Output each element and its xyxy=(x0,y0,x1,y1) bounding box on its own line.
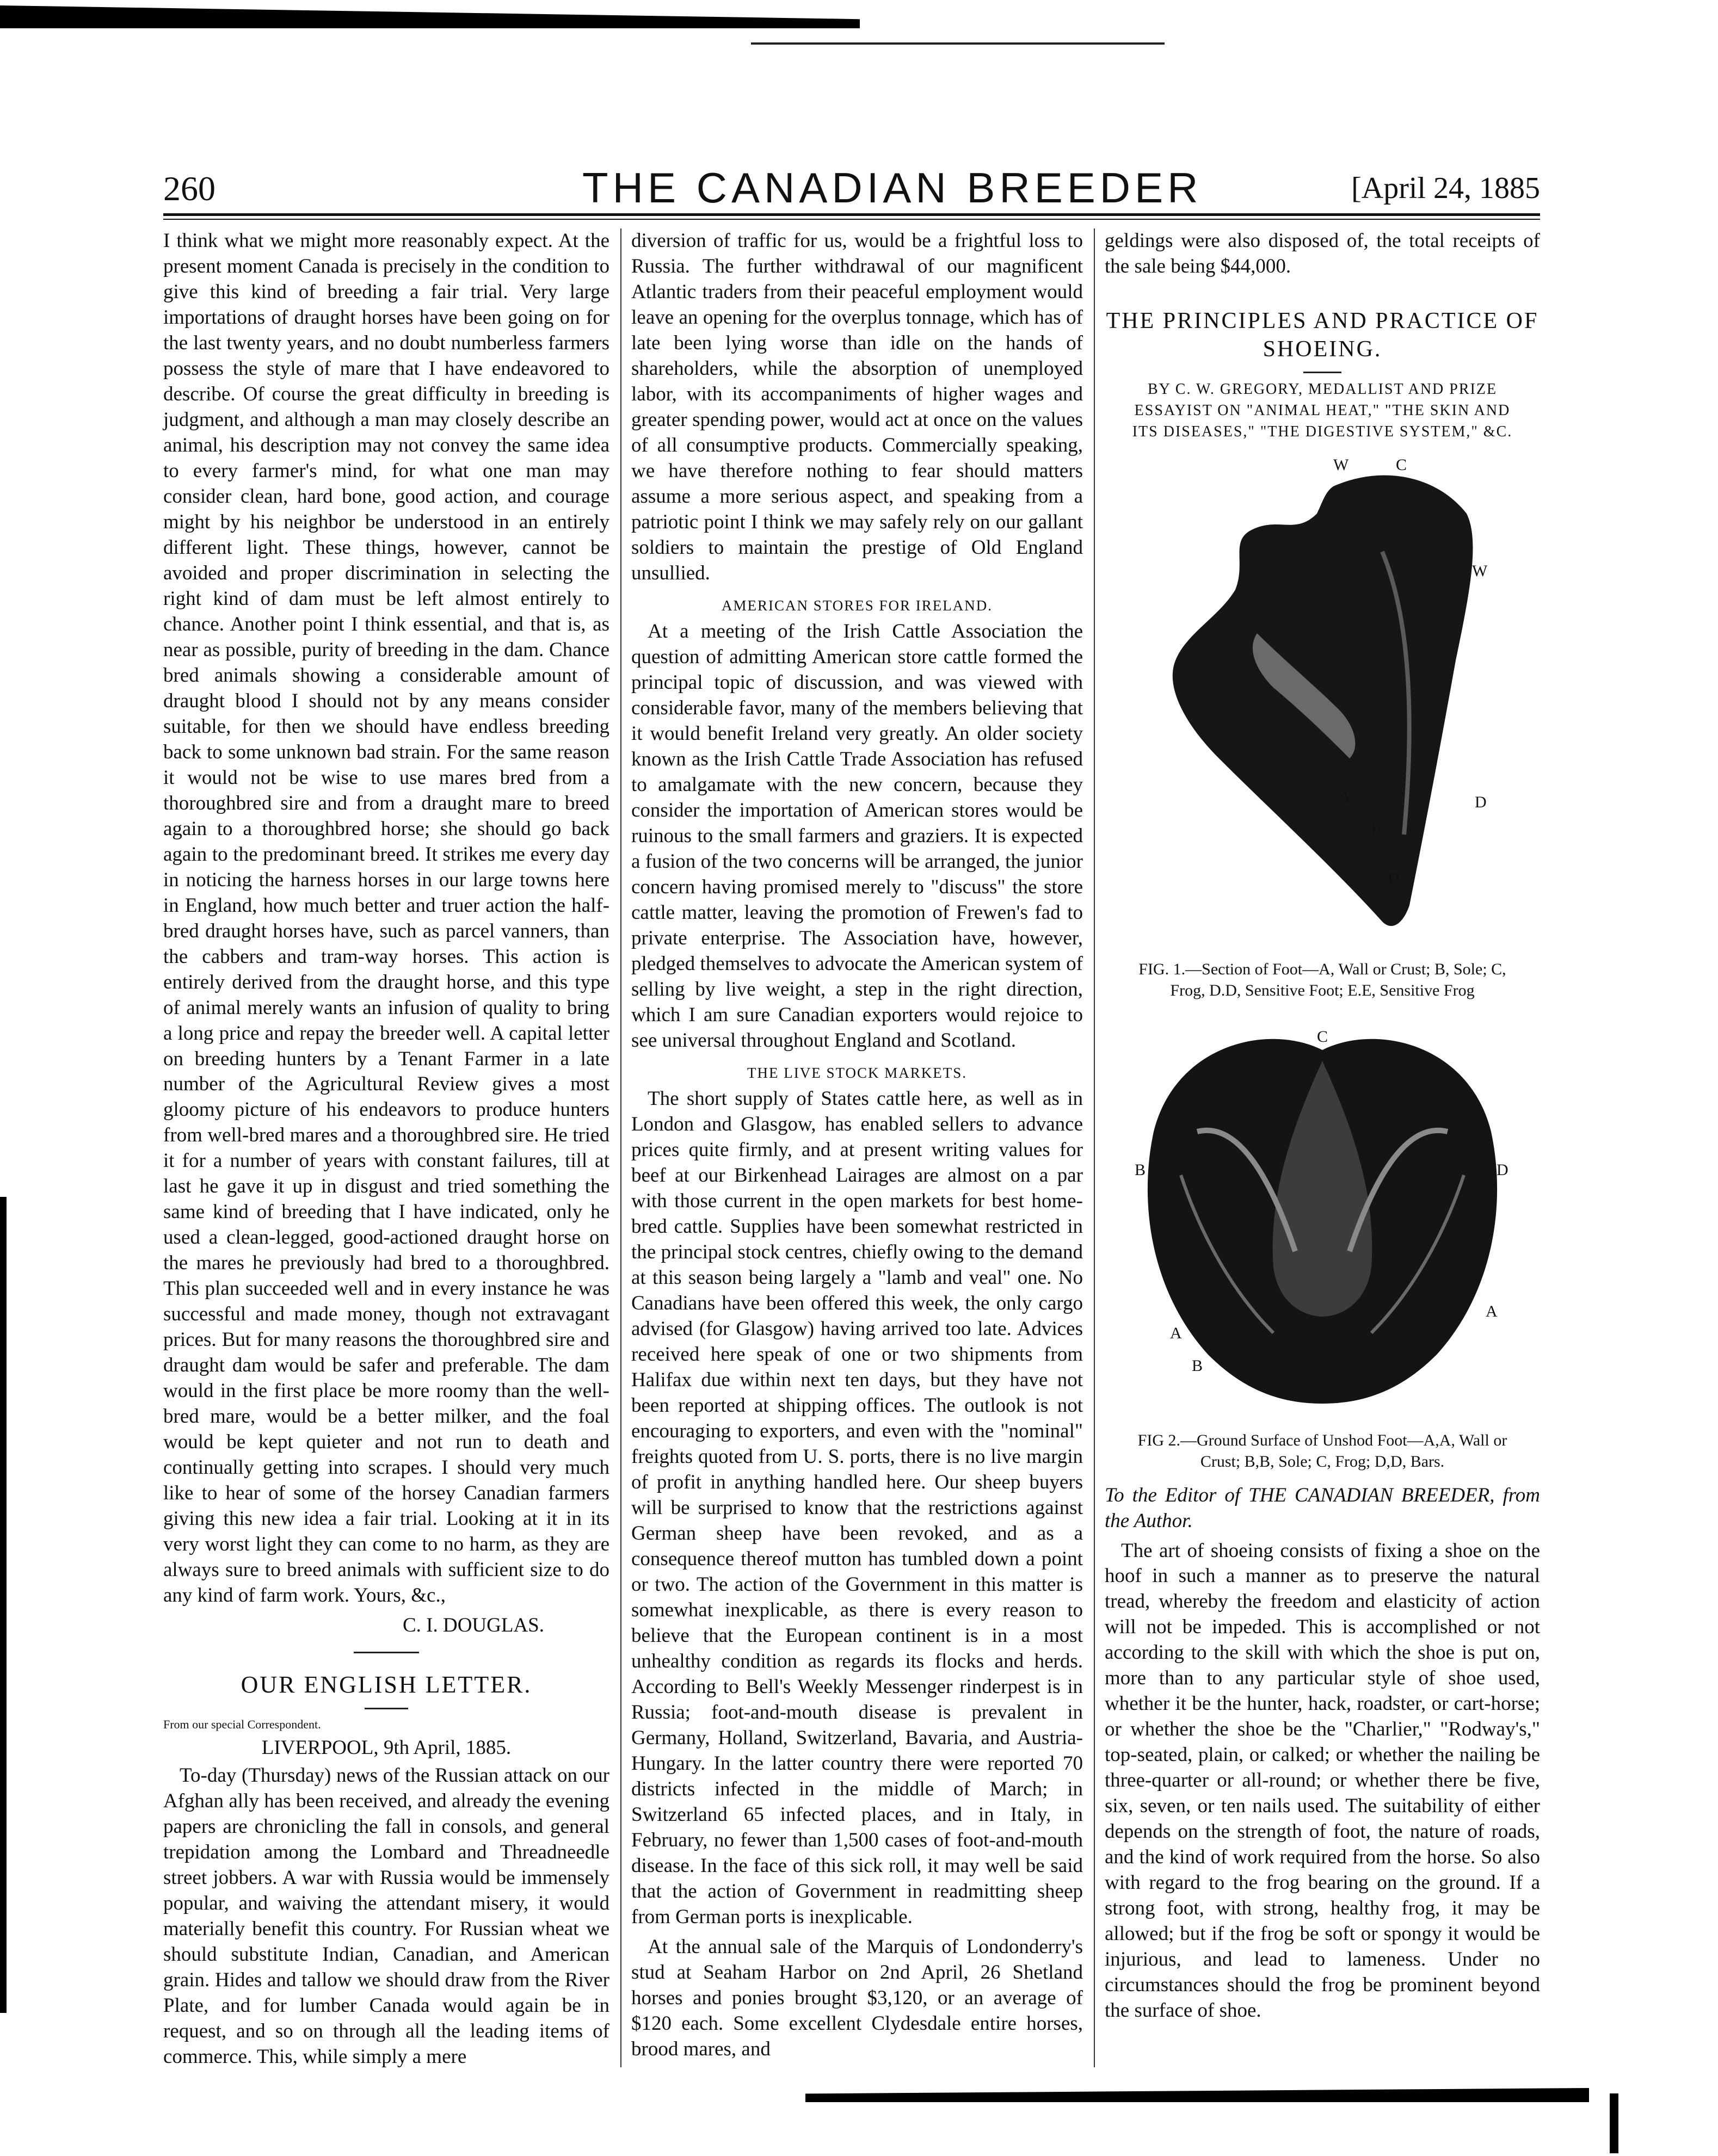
figure-label: A xyxy=(1486,1302,1498,1320)
article-title: THE PRINCIPLES AND PRACTICE OF SHOEING. xyxy=(1106,308,1539,362)
column-3 xyxy=(1105,228,1540,2028)
figure-label: W xyxy=(1472,561,1488,580)
figure-label: C xyxy=(1317,1027,1328,1046)
editor-note: To the Editor of THE CANADIAN BREEDER, from the Author. xyxy=(1105,1484,1540,1532)
section-heading: AMERICAN STORES FOR IRELAND. xyxy=(721,597,993,614)
signature: C. I. DOUGLAS. xyxy=(402,1614,544,1637)
figure-caption: FIG 2.—Ground Surface of Unshod Foot—A,A, Wall or Crust; B,B, Sole; C, Frog; D,D, Bars. xyxy=(1137,1431,1507,1471)
page-header xyxy=(163,163,1540,212)
figure-label: B xyxy=(1135,1160,1146,1179)
figure-label: D xyxy=(1388,869,1400,887)
column-1 xyxy=(163,228,609,2074)
figure-caption: FIG. 1.—Section of Foot—A, Wall or Crust; B, Sole; C, Frog, D.D, Sensitive Foot; E.E, Sensitive Frog xyxy=(1138,960,1506,999)
column-divider xyxy=(1094,228,1095,2067)
figure-label: C xyxy=(1396,455,1407,474)
scan-artifact-bottom xyxy=(805,2088,1589,2102)
correspondent-note: From our special Correspondent. xyxy=(163,1718,321,1732)
hoof-section-figure xyxy=(1154,454,1491,954)
figure-label: A xyxy=(1339,787,1351,806)
masthead: THE CANADIAN BREEDER xyxy=(582,164,1203,212)
figure-label: D xyxy=(1497,1160,1508,1179)
column-2 xyxy=(631,228,1083,2066)
column-divider xyxy=(620,228,621,2067)
issue-date: [April 24, 1885 xyxy=(1351,171,1540,205)
figure-label: W xyxy=(1333,455,1349,474)
header-rule xyxy=(163,213,1540,216)
section-title: OUR ENGLISH LETTER. xyxy=(241,1671,532,1698)
scan-artifact-edge xyxy=(0,1197,7,2013)
byline: BY C. W. GREGORY, MEDALLIST AND PRIZE ESSAYIST ON "ANIMAL HEAT," "THE SKIN AND ITS DISEASES," "THE DIGESTIVE SYSTEM," &C. xyxy=(1132,380,1513,441)
figure-label: B xyxy=(1371,820,1383,838)
figure-label: D xyxy=(1475,793,1487,811)
section-rule xyxy=(1303,372,1341,373)
article-paragraph: I think what we might more reasonably expect. At the present moment Canada is precisely in the condition to give this kind of breeding a fair trial. Very large importations of draught horses have been going on for the last twenty years, and no doubt numberless farmers possess the style of mare that I have endeavored to describe. Of course the great difficulty in breeding is judgment, and although a man may closely describe an animal, his description may not convey the same idea to every farmer's mind, for what one man may consider clean, hard bone, good action, and courage might by his neighbor be understood in an entirely different light. These things, however, cannot be avoided and proper discrimination in selecting the right kind of dam must be left almost entirely to chance. Another point I think essential, and that is, as near as possible, purity of breeding in the dam. Chance bred animals showing a considerable amount of draught blood I should not by any means consider suitable, for then we should have endless breeding back to some unknown bad strain. For the same reason it would not be wise to use mares bred from a thoroughbred sire and from a draught mare to breed again to a thoroughbred horse; she should go back again to the predominant breed. It strikes me every day in noticing the harness horses in our large towns here in England, how much better and truer action the half-bred draught horses have, such as parcel vanners, than the cabbers and tram-way horses. This action is entirely derived from the draught horse, and this type of animal merely wants an infusion of quality to bring a long price and repay the breeder well. A capital letter on breeding hunters by a Tenant Farmer in a late number of the Agricultural Review gives a most gloomy picture of his endeavors to produce hunters from well-bred mares and a thoroughbred sire. He tried it for a number of years with constant failures, till at last he gave it up in disgust and tried something the same kind of breeding that I have indicated, only he used a clean-legged, good-actioned draught horse on the mares he previously had bred to a thoroughbred. This plan succeeded well and in every instance he was successful and made money, though not extravagant prices. But for many reasons the thoroughbred sire and draught dam would be safer and preferable. The dam would in the first place be more roomy than the well-bred mare, would be a better milker, and the foal would be kept quieter and not run to death and continually getting into scrapes. I should very much like to hear of some of the horsey Canadian farmers giving this new idea a fair trial. Looking at it in its very worst light they can come to no harm, as they are always sure to breed animals with sufficient size to do any kind of farm work. Yours, &c., xyxy=(163,230,609,1607)
dateline: LIVERPOOL, 9th April, 1885. xyxy=(261,1736,512,1759)
scan-artifact-top xyxy=(0,5,860,28)
hoof-ground-figure xyxy=(1132,1012,1513,1425)
article-paragraph: geldings were also disposed of, the total receipts of the sale being $44,000. xyxy=(1105,230,1540,277)
article-paragraph: At a meeting of the Irish Cattle Association the question of admitting American store cattle formed the principal topic of discussion, and was viewed with considerable favor, many of the members believing that it would benefit Ireland very greatly. An older society known as the Irish Cattle Trade Association has refused to amalgamate with the new concern, because they consider the importation of American stores would be ruinous to the small farmers and graziers. It is expected a fusion of the two concerns will be arranged, the junior concern having promised merely to "discuss" the store cattle matter, leaving the promotion of Frewen's fad to private enterprise. The Association have, however, pledged themselves to advocate the American system of selling by live weight, a step in the right direction, which I am sure Canadian exporters would rejoice to see universal throughout England and Scotland. xyxy=(631,620,1083,1052)
section-heading: THE LIVE STOCK MARKETS. xyxy=(747,1064,967,1081)
scan-artifact-mark xyxy=(1610,2093,1618,2153)
page-number: 260 xyxy=(163,169,215,208)
article-paragraph: At the annual sale of the Marquis of Londonderry's stud at Seaham Harbor on 2nd April, 26 Shetland horses and ponies brought $3,120, or an average of $120 each. Some excellent Clydesdale entire horses, brood mares, and xyxy=(631,1935,1083,2060)
figure-label: A xyxy=(1170,1324,1182,1342)
article-paragraph: diversion of traffic for us, would be a frightful loss to Russia. The further withdrawal of our magnificent Atlantic traders from their peaceful employment would leave an opening for the overplus tonnage, which has of late been lying worse than idle on the hands of shareholders, while the absorption of unemployed labor, with its accompaniments of higher wages and greater spending power, would act at once on the values of all consumptive products. Commercially speaking, we have therefore nothing to fear should matters assume a more serious aspect, and speaking from a patriotic point I think we may safely rely on our gallant soldiers to maintain the prestige of Old England unsullied. xyxy=(631,230,1083,584)
scan-artifact-line xyxy=(751,42,1165,45)
article-paragraph: The art of shoeing consists of fixing a shoe on the hoof in such a manner as to preserve the natural tread, whereby the freedom and elasticity of action will not be impeded. This is accomplished or not according to the skill with which the shoe is put on, more than to any particular style of shoe used, whether it be the hunter, hack, roadster, or cart-horse; or whether the shoe be the "Charlier," "Rodway's," top-seated, plain, or calked; or whether the nailing be three-quarter or all-round; or whether there be five, six, seven, or ten nails used. The suitability of either depends on the strength of foot, the nature of roads, and the kind of work required from the horse. So also with regard to the frog bearing on the ground. If a strong foot, with strong, healthy frog, it may be allowed; but if the frog be soft or spongy it would be injurious, and lead to lameness. Under no circumstances should the frog be prominent beyond the surface of shoe. xyxy=(1105,1539,1540,2022)
article-paragraph: To-day (Thursday) news of the Russian attack on our Afghan ally has been received, and already the evening papers are chronicling the fall in consols, and general trepidation among the Lombard and Threadneedle street jobbers. A war with Russia would be immensely popular, and waiving the attendant misery, it would materially benefit this country. For Russian wheat we should substitute Indian, Canadian, and American grain. Hides and tallow we should draw from the River Plate, and for lumber Canada would again be in request, and so on through all the leading items of commerce. This, while simply a mere xyxy=(163,1764,609,2068)
article-paragraph: The short supply of States cattle here, as well as in London and Glasgow, has enabled sellers to advance prices quite firmly, and at present writing values for beef at our Birkenhead Lairages are almost on a par with those current in the open markets for best home-bred cattle. Supplies have been somewhat restricted in the principal stock centres, chiefly owing to the demand at this season being largely a "lamb and veal" one. No Canadians have been offered this week, the only cargo advised (for Glasgow) having arrived too late. Advices received here speak of one or two shipments from Halifax due within next ten days, but they have not been reported at shipping offices. The outlook is not encouraging to exporters, and even with the "nominal" freights quoted from U. S. ports, there is no live margin of profit in anything handled here. Our sheep buyers will be surprised to know that the restrictions against German sheep have been revoked, and as a consequence thereof mutton has tumbled down a point or two. The action of the Government in this matter is somewhat inexplicable, as there is every reason to believe that the European continent is in a most unhealthy condition as regards its flocks and herds. According to Bell's Weekly Messenger rinderpest is in Russia; foot-and-mouth disease is prevalent in Germany, Holland, Switzerland, Bavaria, and Austria-Hungary. In the latter country there were reported 70 districts infected in the middle of March; in Switzerland 65 infected places, and in Italy, in February, no fewer than 1,500 cases of foot-and-mouth disease. In the face of this sick roll, it may well be said that the action of Government in readmitting sheep from German ports is inexplicable. xyxy=(631,1088,1083,1928)
figure-label: B xyxy=(1192,1356,1203,1375)
header-rule-thin xyxy=(163,219,1540,220)
section-rule xyxy=(354,1652,419,1653)
section-rule xyxy=(365,1708,408,1709)
